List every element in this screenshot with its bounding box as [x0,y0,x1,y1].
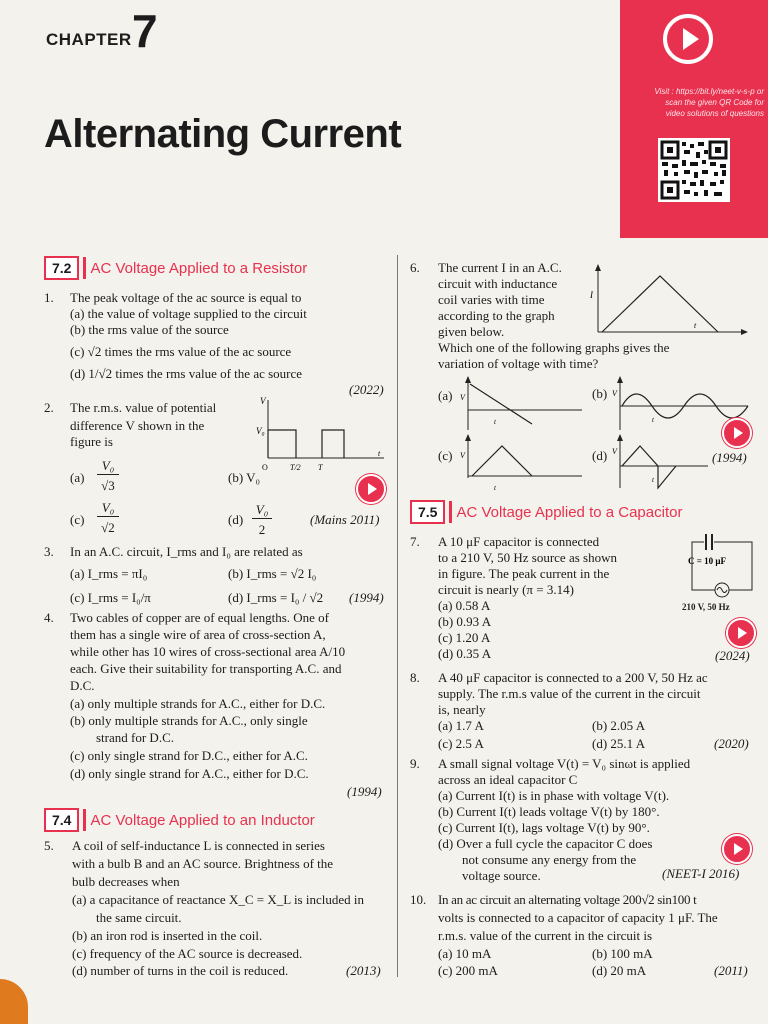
section-7-4-heading [44,808,315,832]
question-number: 10. [410,892,427,907]
question-stem: circuit is nearly (π = 3.14) [438,582,574,597]
question-number: 5. [44,838,54,853]
year-tag: (1994) [712,450,747,465]
option-a-label: (a) [438,388,453,403]
question-number: 6. [410,260,420,275]
option-b: (b) the rms value of the source [70,322,229,337]
option-d-label: (d) [592,448,608,463]
question-number: 8. [410,670,420,685]
capacitor-circuit-figure [660,528,760,608]
question-stem: while other has 10 wires of cross-sectional area A/10 [70,644,346,659]
year-tag: (2020) [714,736,749,751]
option-c-graph [460,432,585,492]
current-graph-figure [590,262,750,340]
year-tag: (2024) [715,648,750,663]
option-a: (a) only multiple strands for A.C., either for D.C. [70,696,326,711]
question-stem: across an ideal capacitor C [438,772,578,787]
option-c: (c) I_rms = I₀/π [70,590,151,605]
section-title: AC Voltage Applied to a Capacitor [456,503,683,521]
question-number: 7. [410,534,420,549]
year-tag: (NEET-I 2016) [662,866,740,881]
question-stem: Which one of the following graphs gives the [438,340,670,355]
option-d: (d) I_rms = I₀ / √2 [228,590,324,605]
option-a: (a) 1.7 A [438,718,484,733]
page-title: Alternating Current [44,112,402,156]
question-stem: The peak voltage of the ac source is equal to [70,290,302,305]
play-icon [356,474,386,504]
option-a-label: (a) [70,470,85,485]
question-number: 9. [410,756,420,771]
column-divider [397,255,398,977]
year-tag: (1994) [347,784,382,799]
option-d: (d) number of turns in the coil is reduced. [72,963,289,978]
option-d: (d) 20 mA [592,963,647,978]
video-solution-button[interactable] [726,618,756,648]
question-stem: volts is connected to a capacitor of capacity 1 μF. The [438,910,718,925]
section-title: AC Voltage Applied to an Inductor [90,811,315,829]
option-a-numerator: V₀ [97,458,119,475]
question-stem: Two cables of copper are of equal lengths. One of [70,610,329,625]
question-stem: each. Give their suitability for transporting A.C. and [70,661,342,676]
question-stem: them has a single wire of area of cross-section A, [70,627,326,642]
question-stem: according to the graph [438,308,555,323]
question-stem: given below. [438,324,505,339]
question-stem: figure is [70,434,113,449]
question-stem: The current I in an A.C. [438,260,562,275]
axis-label: V [612,447,617,456]
option-b: (b) only multiple strands for A.C., only single [70,713,308,728]
play-icon [722,834,752,864]
option-c-label: (c) [70,512,85,527]
question-stem: A coil of self-inductance L is connected in series [72,838,325,853]
option-b: (b) I_rms = √2 I₀ [228,566,317,581]
origin-label: O [262,463,268,472]
question-number: 3. [44,544,54,559]
option-c-label: (c) [438,448,453,463]
option-c-denominator: √2 [101,520,115,535]
question-stem: A 10 μF capacitor is connected [438,534,600,549]
option-a: (a) a capacitance of reactance X_C = X_L is included in [72,892,364,907]
axis-label: t [652,416,654,424]
question-stem: to a 210 V, 50 Hz source as shown [438,550,617,565]
question-stem: A 40 μF capacitor is connected to a 200 V, 50 Hz ac [438,670,708,685]
source-label: 210 V, 50 Hz [682,602,730,612]
section-7-5-heading [410,500,682,524]
chapter-label: CHAPTER [46,30,132,49]
question-stem: A small signal voltage V(t) = V₀ sinωt is applied [438,756,691,771]
axis-label: t [652,476,654,484]
option-d-numerator: V₀ [252,502,272,519]
question-stem: r.m.s. value of the current in the circuit is [438,928,653,943]
option-a: (a) the value of voltage supplied to the circuit [70,306,307,321]
axis-label: V [460,393,465,402]
tick-label: T [318,463,323,472]
option-c: (c) frequency of the AC source is decreased. [72,946,303,961]
chapter-number: 7 [132,5,158,57]
option-a-denominator: √3 [101,478,115,493]
play-icon [726,618,756,648]
question-stem: In an A.C. circuit, I_rms and I₀ are related as [70,544,303,559]
option-c: (c) Current I(t), lags voltage V(t) by 90°. [438,820,650,835]
option-b: (b) an iron rod is inserted in the coil. [72,928,263,943]
question-stem: variation of voltage with time? [438,356,599,371]
option-b-label: (b) [592,386,608,401]
option-d-denominator: 2 [258,522,266,537]
question-number: 2. [44,400,54,415]
option-a-cont: the same circuit. [96,910,182,925]
option-b: (b) 100 mA [592,946,653,961]
video-solution-button[interactable] [722,418,752,448]
play-video-icon[interactable] [663,14,713,64]
option-a: (a) 0.58 A [438,598,491,613]
capacitor-label: C = 10 μF [688,556,726,566]
corner-decoration [0,979,28,1024]
option-d-cont: not consume any energy from the [462,852,637,867]
question-stem: with a bulb B and an AC source. Brightness of the [72,856,334,871]
question-stem: D.C. [70,678,95,693]
option-c: (c) 1.20 A [438,630,491,645]
video-solution-button[interactable] [722,834,752,864]
option-d: (d) 1/√2 times the rms value of the ac source [70,366,303,381]
year-tag: (2011) [714,963,748,978]
option-a: (a) 10 mA [438,946,492,961]
question-stem: in figure. The peak current in the [438,566,610,581]
video-solution-button[interactable] [356,474,386,504]
question-stem: difference V shown in the [70,418,205,433]
question-stem: coil varies with time [438,292,545,307]
question-stem: is, nearly [438,702,486,717]
option-c: (c) 2.5 A [438,736,484,751]
axis-label: V [612,389,617,398]
question-stem: bulb decreases when [72,874,180,889]
option-c-numerator: V₀ [97,500,119,517]
tick-label: T/2 [290,463,301,472]
option-a: (a) I_rms = πI₀ [70,566,148,581]
option-c: (c) 200 mA [438,963,498,978]
option-d: (d) 0.35 A [438,646,492,661]
option-b-cont: strand for D.C. [96,730,174,745]
year-tag: (2022) [349,382,384,397]
option-c: (c) √2 times the rms value of the ac source [70,344,292,359]
axis-label: V₀ [256,426,265,436]
axis-label: V [260,396,266,406]
video-banner-text: Visit : https://bit.ly/neet-v-s-p or scan the given QR Code for video solutions of questions [654,87,764,118]
section-title: AC Voltage Applied to a Resistor [90,259,308,277]
question-stem: The r.m.s. value of potential [70,400,217,415]
play-icon [722,418,752,448]
option-d: (d) 25.1 A [592,736,646,751]
axis-label: t [494,484,496,492]
section-number: 7.4 [44,808,79,832]
square-wave-figure [256,394,386,474]
axis-label: V [460,451,465,460]
option-d-graph [612,432,712,492]
question-number: 4. [44,610,54,625]
section-number: 7.5 [410,500,445,524]
option-b: (b) Current I(t) leads voltage V(t) by 180°. [438,804,660,819]
year-tag: (1994) [349,590,384,605]
section-7-2-heading [44,256,307,280]
question-stem: circuit with inductance [438,276,558,291]
option-b: (b) 0.93 A [438,614,492,629]
option-a: (a) Current I(t) is in phase with voltage V(t). [438,788,670,803]
question-stem: supply. The r.m.s value of the current in the circuit [438,686,701,701]
option-d-cont: voltage source. [462,868,541,883]
option-d: (d) Over a full cycle the capacitor C does [438,836,653,851]
axis-label: t [694,321,697,330]
option-b: (b) V₀ [228,470,261,485]
year-tag: (2013) [346,963,381,978]
option-d: (d) only single strand for A.C., either for D.C. [70,766,309,781]
qr-code-icon[interactable] [658,138,730,202]
axis-label: t [494,418,496,426]
question-stem: In an ac circuit an alternating voltage 200√2 sin100 t [438,892,697,907]
option-a-graph [460,374,585,434]
axis-label: I [590,290,593,300]
section-number: 7.2 [44,256,79,280]
option-c: (c) only single strand for D.C., either for A.C. [70,748,308,763]
option-b: (b) 2.05 A [592,718,646,733]
question-number: 1. [44,290,54,305]
axis-label: t [378,449,381,458]
option-d-label: (d) [228,512,244,527]
year-tag: (Mains 2011) [310,512,380,527]
